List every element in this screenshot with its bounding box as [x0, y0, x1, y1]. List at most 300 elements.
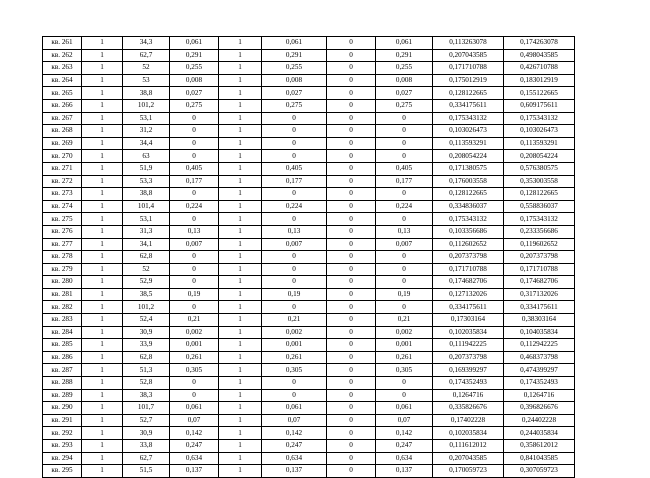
table-cell: 0,358612012 — [504, 440, 575, 453]
table-cell: 0 — [170, 125, 219, 138]
table-row — [43, 364, 575, 377]
row-label-cell: кв. 263 — [43, 62, 82, 75]
table-cell: 1 — [219, 225, 262, 238]
table-cell: 0,291 — [376, 49, 433, 62]
table-cell: 0,061 — [170, 402, 219, 415]
table-cell: 1 — [82, 364, 123, 377]
table-cell: 0 — [327, 339, 376, 352]
table-cell: 0,291 — [170, 49, 219, 62]
table-cell: 0,177 — [376, 175, 433, 188]
table-cell: 0,061 — [376, 402, 433, 415]
table-cell: 0,174352493 — [433, 377, 504, 390]
table-cell: 0,027 — [376, 87, 433, 100]
table-row — [43, 99, 575, 112]
table-cell: 0,255 — [376, 62, 433, 75]
table-cell: 0,174682706 — [433, 276, 504, 289]
table-cell: 0,19 — [262, 288, 327, 301]
table-cell: 0,207043585 — [433, 49, 504, 62]
table-cell: 0,1264716 — [504, 389, 575, 402]
table-cell: 1 — [219, 364, 262, 377]
table-cell: 0,061 — [170, 37, 219, 50]
table-cell: 1 — [219, 440, 262, 453]
table-row — [43, 87, 575, 100]
table-cell: 1 — [82, 440, 123, 453]
table-row — [43, 276, 575, 289]
table-cell: 0 — [327, 414, 376, 427]
table-cell: 1 — [219, 452, 262, 465]
table-cell: 0,261 — [376, 351, 433, 364]
table-cell: 0,111942225 — [433, 339, 504, 352]
table-cell: 1 — [219, 162, 262, 175]
table-body — [43, 37, 575, 478]
table-cell: 0,142 — [170, 427, 219, 440]
table-cell: 0 — [327, 162, 376, 175]
table-cell: 1 — [219, 339, 262, 352]
table-cell: 1 — [219, 49, 262, 62]
table-cell: 0,001 — [376, 339, 433, 352]
table-cell: 0,001 — [262, 339, 327, 352]
row-label-cell: кв. 280 — [43, 276, 82, 289]
table-cell: 0,244035834 — [504, 427, 575, 440]
table-cell: 0 — [327, 326, 376, 339]
table-cell: 1 — [82, 276, 123, 289]
table-cell: 0 — [327, 288, 376, 301]
table-row — [43, 414, 575, 427]
table-cell: 0,027 — [262, 87, 327, 100]
table-cell: 0,175343132 — [433, 112, 504, 125]
table-cell: 0,13 — [262, 225, 327, 238]
row-label-cell: кв. 286 — [43, 351, 82, 364]
table-cell: 0 — [376, 377, 433, 390]
table-cell: 0 — [327, 301, 376, 314]
row-label-cell: кв. 262 — [43, 49, 82, 62]
row-label-cell: кв. 295 — [43, 465, 82, 478]
table-cell: 34,1 — [123, 238, 170, 251]
table-cell: 0,112942225 — [504, 339, 575, 352]
row-label-cell: кв. 276 — [43, 225, 82, 238]
table-cell: 0,255 — [170, 62, 219, 75]
table-cell: 0 — [262, 263, 327, 276]
table-cell: 1 — [219, 263, 262, 276]
table-cell: 0 — [327, 238, 376, 251]
table-cell: 0,171380575 — [433, 162, 504, 175]
table-row — [43, 37, 575, 50]
table-cell: 1 — [219, 62, 262, 75]
table-cell: 0,113593291 — [433, 137, 504, 150]
table-cell: 0,137 — [376, 465, 433, 478]
table-cell: 1 — [219, 175, 262, 188]
table-cell: 62,8 — [123, 351, 170, 364]
row-label-cell: кв. 290 — [43, 402, 82, 415]
table-cell: 1 — [82, 137, 123, 150]
table-cell: 1 — [82, 37, 123, 50]
table-cell: 0 — [327, 62, 376, 75]
table-cell: 1 — [82, 465, 123, 478]
table-cell: 38,8 — [123, 188, 170, 201]
table-cell: 0,177 — [262, 175, 327, 188]
table-cell: 0,247 — [262, 440, 327, 453]
table-cell: 0,155122665 — [504, 87, 575, 100]
table-cell: 0,335826676 — [433, 402, 504, 415]
table-cell: 0,112602652 — [433, 238, 504, 251]
table-cell: 0,127132026 — [433, 288, 504, 301]
table-cell: 0,002 — [170, 326, 219, 339]
table-cell: 1 — [82, 452, 123, 465]
table-cell: 0 — [170, 301, 219, 314]
row-label-cell: кв. 266 — [43, 99, 82, 112]
table-cell: 0,334175611 — [504, 301, 575, 314]
row-label-cell: кв. 291 — [43, 414, 82, 427]
table-cell: 1 — [82, 225, 123, 238]
table-cell: 52,7 — [123, 414, 170, 427]
table-cell: 0,111612012 — [433, 440, 504, 453]
table-cell: 1 — [219, 288, 262, 301]
table-cell: 0,128122665 — [504, 188, 575, 201]
table-cell: 0,634 — [170, 452, 219, 465]
table-cell: 1 — [219, 314, 262, 327]
table-cell: 0,255 — [262, 62, 327, 75]
table-cell: 0,24402228 — [504, 414, 575, 427]
row-label-cell: кв. 267 — [43, 112, 82, 125]
row-label-cell: кв. 282 — [43, 301, 82, 314]
table-cell: 0,275 — [376, 99, 433, 112]
table-cell: 0 — [376, 125, 433, 138]
table-cell: 30,9 — [123, 326, 170, 339]
table-row — [43, 351, 575, 364]
table-cell: 0,275 — [262, 99, 327, 112]
table-cell: 0,07 — [262, 414, 327, 427]
table-cell: 0 — [376, 276, 433, 289]
table-cell: 1 — [82, 238, 123, 251]
table-cell: 0 — [327, 188, 376, 201]
table-cell: 0,305 — [376, 364, 433, 377]
table-cell: 34,3 — [123, 37, 170, 50]
row-label-cell: кв. 281 — [43, 288, 82, 301]
table-cell: 0,113263078 — [433, 37, 504, 50]
table-cell: 0 — [170, 251, 219, 264]
table-cell: 0,171710788 — [433, 62, 504, 75]
table-cell: 0,207043585 — [433, 452, 504, 465]
table-cell: 0 — [376, 137, 433, 150]
table-cell: 52,4 — [123, 314, 170, 327]
table-cell: 1 — [82, 427, 123, 440]
table-cell: 1 — [219, 414, 262, 427]
table-cell: 0 — [327, 389, 376, 402]
table-cell: 63 — [123, 150, 170, 163]
row-label-cell: кв. 279 — [43, 263, 82, 276]
table-cell: 1 — [219, 99, 262, 112]
table-cell: 101,7 — [123, 402, 170, 415]
table-row — [43, 301, 575, 314]
table-row — [43, 314, 575, 327]
table-cell: 0,169399297 — [433, 364, 504, 377]
row-label-cell: кв. 278 — [43, 251, 82, 264]
table-cell: 0,174263078 — [504, 37, 575, 50]
table-cell: 0,002 — [262, 326, 327, 339]
row-label-cell: кв. 288 — [43, 377, 82, 390]
data-table — [42, 36, 575, 478]
table-cell: 1 — [219, 112, 262, 125]
table-cell: 0 — [170, 150, 219, 163]
table-cell: 1 — [82, 87, 123, 100]
table-cell: 0,498043585 — [504, 49, 575, 62]
table-cell: 1 — [219, 74, 262, 87]
table-cell: 0 — [327, 377, 376, 390]
row-label-cell: кв. 265 — [43, 87, 82, 100]
table-cell: 51,3 — [123, 364, 170, 377]
row-label-cell: кв. 272 — [43, 175, 82, 188]
table-cell: 1 — [82, 175, 123, 188]
table-cell: 0,19 — [170, 288, 219, 301]
table-cell: 0,224 — [262, 200, 327, 213]
row-label-cell: кв. 284 — [43, 326, 82, 339]
table-cell: 0 — [376, 112, 433, 125]
table-cell: 1 — [82, 339, 123, 352]
table-cell: 0 — [327, 112, 376, 125]
table-cell: 0,841043585 — [504, 452, 575, 465]
table-cell: 0,103356686 — [433, 225, 504, 238]
table-cell: 1 — [82, 112, 123, 125]
table-cell: 38,3 — [123, 389, 170, 402]
table-row — [43, 339, 575, 352]
table-cell: 0 — [262, 125, 327, 138]
table-cell: 0,609175611 — [504, 99, 575, 112]
table-cell: 1 — [82, 402, 123, 415]
table-cell: 0,008 — [262, 74, 327, 87]
table-cell: 101,4 — [123, 200, 170, 213]
table-cell: 101,2 — [123, 99, 170, 112]
table-row — [43, 465, 575, 478]
table-cell: 0,334836037 — [433, 200, 504, 213]
row-label-cell: кв. 285 — [43, 339, 82, 352]
table-cell: 0,008 — [376, 74, 433, 87]
table-cell: 0 — [327, 314, 376, 327]
table-cell: 0,002 — [376, 326, 433, 339]
table-cell: 0 — [376, 188, 433, 201]
table-cell: 0,261 — [262, 351, 327, 364]
table-cell: 0 — [262, 251, 327, 264]
table-cell: 0,007 — [376, 238, 433, 251]
table-cell: 0,177 — [170, 175, 219, 188]
table-row — [43, 251, 575, 264]
table-cell: 0,102035834 — [433, 427, 504, 440]
row-label-cell: кв. 268 — [43, 125, 82, 138]
table-cell: 0,007 — [170, 238, 219, 251]
table-cell: 0,334175611 — [433, 301, 504, 314]
table-cell: 0 — [327, 150, 376, 163]
table-cell: 0 — [262, 276, 327, 289]
table-cell: 62,7 — [123, 49, 170, 62]
table-cell: 0,207373798 — [504, 251, 575, 264]
table-cell: 1 — [219, 326, 262, 339]
table-cell: 0,07 — [170, 414, 219, 427]
table-cell: 0,208054224 — [433, 150, 504, 163]
table-cell: 30,9 — [123, 427, 170, 440]
table-cell: 1 — [82, 389, 123, 402]
table-row — [43, 238, 575, 251]
table-row — [43, 175, 575, 188]
table-cell: 1 — [82, 49, 123, 62]
table-cell: 0,171710788 — [433, 263, 504, 276]
table-cell: 0 — [327, 225, 376, 238]
table-cell: 0,128122665 — [433, 87, 504, 100]
table-cell: 1 — [219, 276, 262, 289]
row-label-cell: кв. 289 — [43, 389, 82, 402]
row-label-cell: кв. 277 — [43, 238, 82, 251]
table-row — [43, 62, 575, 75]
table-cell: 0,353003558 — [504, 175, 575, 188]
table-cell: 0 — [262, 389, 327, 402]
table-cell: 0,334175611 — [433, 99, 504, 112]
table-cell: 0,001 — [170, 339, 219, 352]
table-cell: 0,17402228 — [433, 414, 504, 427]
table-cell: 0,468373798 — [504, 351, 575, 364]
table-cell: 1 — [82, 213, 123, 226]
table-cell: 0,128122665 — [433, 188, 504, 201]
table-cell: 0 — [170, 112, 219, 125]
table-cell: 0 — [327, 364, 376, 377]
table-cell: 1 — [219, 87, 262, 100]
table-cell: 33,8 — [123, 440, 170, 453]
table-cell: 1 — [82, 162, 123, 175]
table-cell: 0,1264716 — [433, 389, 504, 402]
table-cell: 53,3 — [123, 175, 170, 188]
table-cell: 31,3 — [123, 225, 170, 238]
table-cell: 0,634 — [262, 452, 327, 465]
table-cell: 0,104035834 — [504, 326, 575, 339]
table-cell: 0,027 — [170, 87, 219, 100]
table-cell: 101,2 — [123, 301, 170, 314]
table-cell: 0,171710788 — [504, 263, 575, 276]
row-label-cell: кв. 283 — [43, 314, 82, 327]
table-row — [43, 288, 575, 301]
table-cell: 1 — [82, 251, 123, 264]
table-cell: 0,13 — [170, 225, 219, 238]
table-cell: 1 — [219, 301, 262, 314]
table-cell: 0,119602652 — [504, 238, 575, 251]
table-cell: 0,142 — [262, 427, 327, 440]
table-cell: 0 — [170, 263, 219, 276]
table-cell: 1 — [82, 326, 123, 339]
table-row — [43, 452, 575, 465]
table-cell: 62,7 — [123, 452, 170, 465]
table-cell: 0 — [327, 263, 376, 276]
table-cell: 0,558836037 — [504, 200, 575, 213]
row-label-cell: кв. 293 — [43, 440, 82, 453]
table-cell: 1 — [219, 465, 262, 478]
table-cell: 0,261 — [170, 351, 219, 364]
table-cell: 0,176003558 — [433, 175, 504, 188]
table-cell: 0,175012919 — [433, 74, 504, 87]
table-cell: 0 — [262, 188, 327, 201]
table-cell: 0,405 — [170, 162, 219, 175]
table-cell: 0 — [376, 263, 433, 276]
table-cell: 0,102035834 — [433, 326, 504, 339]
table-cell: 1 — [82, 200, 123, 213]
table-cell: 0,183012919 — [504, 74, 575, 87]
table-cell: 0,21 — [170, 314, 219, 327]
table-cell: 1 — [219, 200, 262, 213]
table-cell: 0 — [327, 452, 376, 465]
table-cell: 1 — [82, 125, 123, 138]
table-cell: 0 — [327, 125, 376, 138]
table-cell: 0 — [327, 175, 376, 188]
table-cell: 0,207373798 — [433, 351, 504, 364]
table-cell: 0,576380575 — [504, 162, 575, 175]
table-cell: 0,103026473 — [504, 125, 575, 138]
table-cell: 1 — [219, 37, 262, 50]
table-cell: 0,061 — [262, 37, 327, 50]
table-cell: 0,174352493 — [504, 377, 575, 390]
row-label-cell: кв. 271 — [43, 162, 82, 175]
table-cell: 0 — [170, 389, 219, 402]
table-row — [43, 377, 575, 390]
table-cell: 0 — [327, 87, 376, 100]
table-cell: 0 — [262, 377, 327, 390]
row-label-cell: кв. 273 — [43, 188, 82, 201]
table-cell: 0,396826676 — [504, 402, 575, 415]
table-cell: 0,405 — [376, 162, 433, 175]
table-cell: 1 — [82, 377, 123, 390]
table-cell: 0,142 — [376, 427, 433, 440]
row-label-cell: кв. 264 — [43, 74, 82, 87]
table-cell: 0 — [376, 150, 433, 163]
table-cell: 0,170059723 — [433, 465, 504, 478]
row-label-cell: кв. 275 — [43, 213, 82, 226]
table-row — [43, 125, 575, 138]
table-row — [43, 112, 575, 125]
table-cell: 0,175343132 — [504, 213, 575, 226]
table-cell: 34,4 — [123, 137, 170, 150]
row-label-cell: кв. 270 — [43, 150, 82, 163]
table-cell: 1 — [82, 62, 123, 75]
row-label-cell: кв. 274 — [43, 200, 82, 213]
table-cell: 0,137 — [262, 465, 327, 478]
table-row — [43, 389, 575, 402]
table-cell: 1 — [219, 427, 262, 440]
table-cell: 0 — [327, 440, 376, 453]
table-cell: 0,405 — [262, 162, 327, 175]
table-cell: 0 — [327, 402, 376, 415]
table-cell: 0 — [327, 37, 376, 50]
table-cell: 52 — [123, 62, 170, 75]
table-row — [43, 150, 575, 163]
table-row — [43, 440, 575, 453]
table-cell: 0,113593291 — [504, 137, 575, 150]
table-row — [43, 225, 575, 238]
table-cell: 1 — [219, 213, 262, 226]
table-cell: 0 — [327, 137, 376, 150]
table-cell: 0,38303164 — [504, 314, 575, 327]
table-row — [43, 427, 575, 440]
table-cell: 1 — [219, 188, 262, 201]
table-cell: 1 — [219, 402, 262, 415]
table-cell: 1 — [219, 125, 262, 138]
table-cell: 53,1 — [123, 112, 170, 125]
table-cell: 0,061 — [376, 37, 433, 50]
table-cell: 0 — [327, 213, 376, 226]
table-cell: 0,307059723 — [504, 465, 575, 478]
table-cell: 0,07 — [376, 414, 433, 427]
table-cell: 1 — [82, 301, 123, 314]
table-cell: 1 — [82, 263, 123, 276]
table-cell: 1 — [82, 188, 123, 201]
table-cell: 1 — [82, 150, 123, 163]
table-cell: 31,2 — [123, 125, 170, 138]
table-row — [43, 137, 575, 150]
table-cell: 0 — [262, 137, 327, 150]
table-cell: 1 — [82, 99, 123, 112]
